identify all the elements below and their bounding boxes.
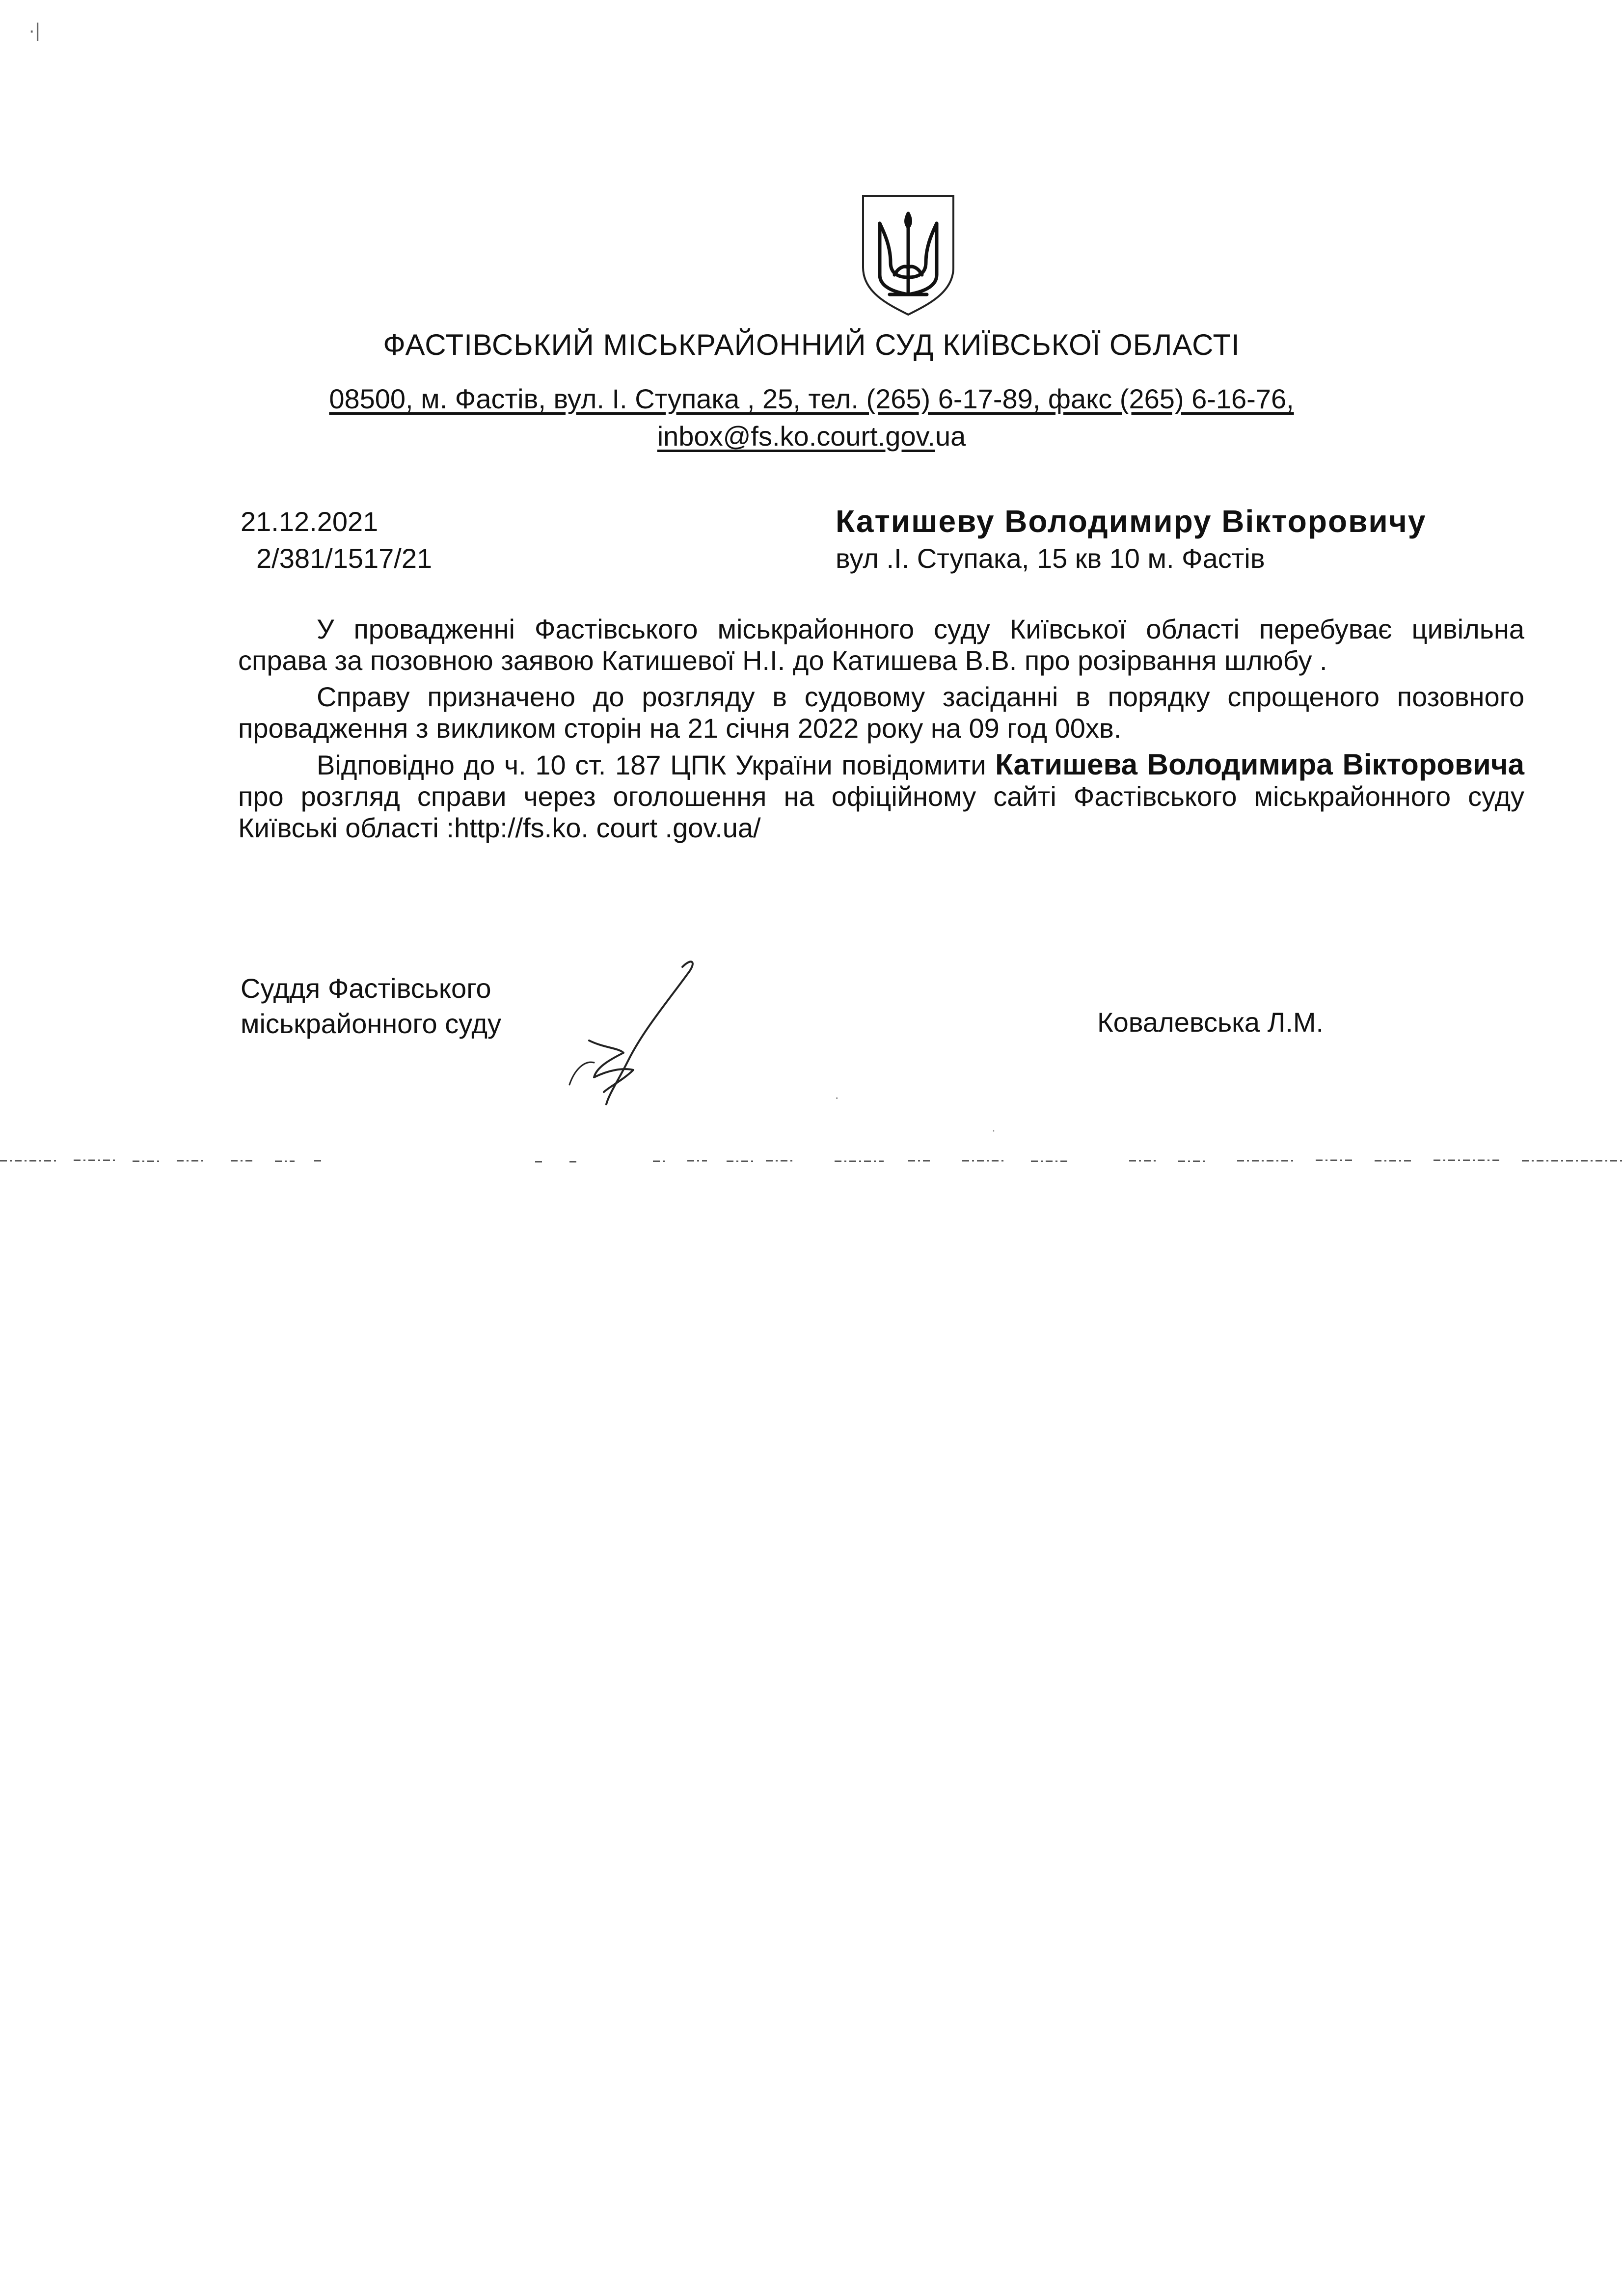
body-paragraph-2: Справу призначено до розгляду в судовому засіданні в порядку спрощеного позовного провадження з викликом сторін на 21 січня 2022 року на 09 год 00хв. <box>238 681 1524 744</box>
scan-corner-mark: ·| <box>28 20 40 41</box>
scan-edge-line <box>0 1156 1623 1166</box>
paragraph-3-lead: Відповідно до ч. 10 ст. 187 ЦПК України повідомити <box>317 749 996 780</box>
court-email: inbox@fs.ko.court.gov. <box>657 421 935 452</box>
scan-dot: · <box>992 1124 996 1137</box>
letter-body <box>238 614 1524 844</box>
court-email-tail: ua <box>935 421 966 452</box>
recipient-address: вул .І. Ступака, 15 кв 10 м. Фастів <box>836 543 1265 574</box>
document-reference-number: 2/381/1517/21 <box>256 543 433 574</box>
ukraine-trident-emblem-icon <box>860 194 956 317</box>
body-paragraph-3 <box>238 749 1524 844</box>
address-line-1: 08500, м. Фастів, вул. І. Ступака , 25, тел. (265) 6-17-89, факс (265) 6-16-76, <box>329 383 1294 414</box>
judge-title <box>241 971 501 1041</box>
handwritten-signature-icon <box>550 947 707 1109</box>
paragraph-3-rest: про розгляд справи через оголошення на офіційному сайті Фастівського міськрайонного суду Київські області :http://fs.ko. court .gov.ua/ <box>238 781 1524 843</box>
recipient-name: Катишеву Володимиру Вікторовичу <box>836 504 1427 539</box>
body-paragraph-1: У провадженні Фастівського міськрайонного суду Київської області перебуває цивільна справа за позовною заявою Катишевої Н.І. до Катишева В.В. про розірвання шлюбу . <box>238 614 1524 676</box>
document-date: 21.12.2021 <box>241 506 379 537</box>
defendant-name: Катишева Володимира Вікторовича <box>995 748 1524 781</box>
judge-title-line-2: міськрайонного суду <box>241 1008 502 1039</box>
judge-title-line-1: Суддя Фастівського <box>241 973 491 1004</box>
court-name-heading: ФАСТІВСЬКИЙ МІСЬКРАЙОННИЙ СУД КИЇВСЬКОЇ ОБЛАСТІ <box>383 328 1240 361</box>
scan-dot: · <box>835 1090 839 1105</box>
judge-name: Ковалевська Л.М. <box>1097 1007 1324 1038</box>
court-address <box>0 380 1623 455</box>
